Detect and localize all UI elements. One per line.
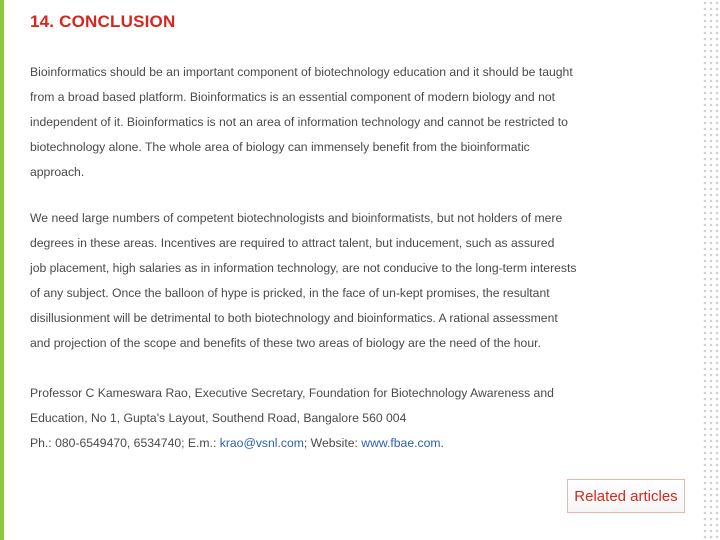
dotted-edge-pattern [702,0,720,540]
website-prefix: ; Website: [303,436,362,450]
paragraph-line: approach. [30,165,85,179]
section-heading: 14. CONCLUSION [30,12,176,31]
conclusion-paragraph-1 [30,60,670,185]
paragraph-line: disillusionment will be detrimental to both biotechnology and bioinformatics. A rational assessment [30,311,558,325]
paragraph-line: and projection of the scope and benefits of these two areas of biology are the need of the hour. [30,336,541,350]
paragraph-line: Bioinformatics should be an important component of biotechnology education and it should be taught [30,65,573,79]
paragraph-line: biotechnology alone. The whole area of biology can immensely benefit from the bioinformatic [30,140,530,154]
related-articles-button[interactable]: Related articles [567,479,685,513]
author-contact-block [30,381,670,456]
paragraph-line: degrees in these areas. Incentives are required to attract talent, but inducement, such as assured [30,236,555,250]
contact-suffix: . [440,436,444,450]
article-content [30,10,680,450]
website-link[interactable]: www.fbae.com [361,436,441,450]
conclusion-paragraph-2 [30,206,670,356]
paragraph-line: from a broad based platform. Bioinformatics is an essential component of modern biology and not [30,90,556,104]
author-line: Professor C Kameswara Rao, Executive Secretary, Foundation for Biotechnology Awareness and [30,386,554,400]
paragraph-line: We need large numbers of competent biotechnologists and bioinformatists, but not holders of mere [30,211,563,225]
paragraph-line: independent of it. Bioinformatics is not an area of information technology and cannot be restricted to [30,115,568,129]
address-line: Education, No 1, Gupta's Layout, Southend Road, Bangalore 560 004 [30,411,407,425]
paragraph-line: of any subject. Once the balloon of hype is pricked, in the face of un-kept promises, the resultant [30,286,550,300]
contact-prefix: Ph.: 080-6549470, 6534740; E.m.: [30,436,220,450]
left-accent-rule [0,0,4,540]
paragraph-line: job placement, high salaries as in information technology, are not conducive to the long-term interests [30,261,577,275]
email-link[interactable]: krao@vsnl.com [219,436,304,450]
